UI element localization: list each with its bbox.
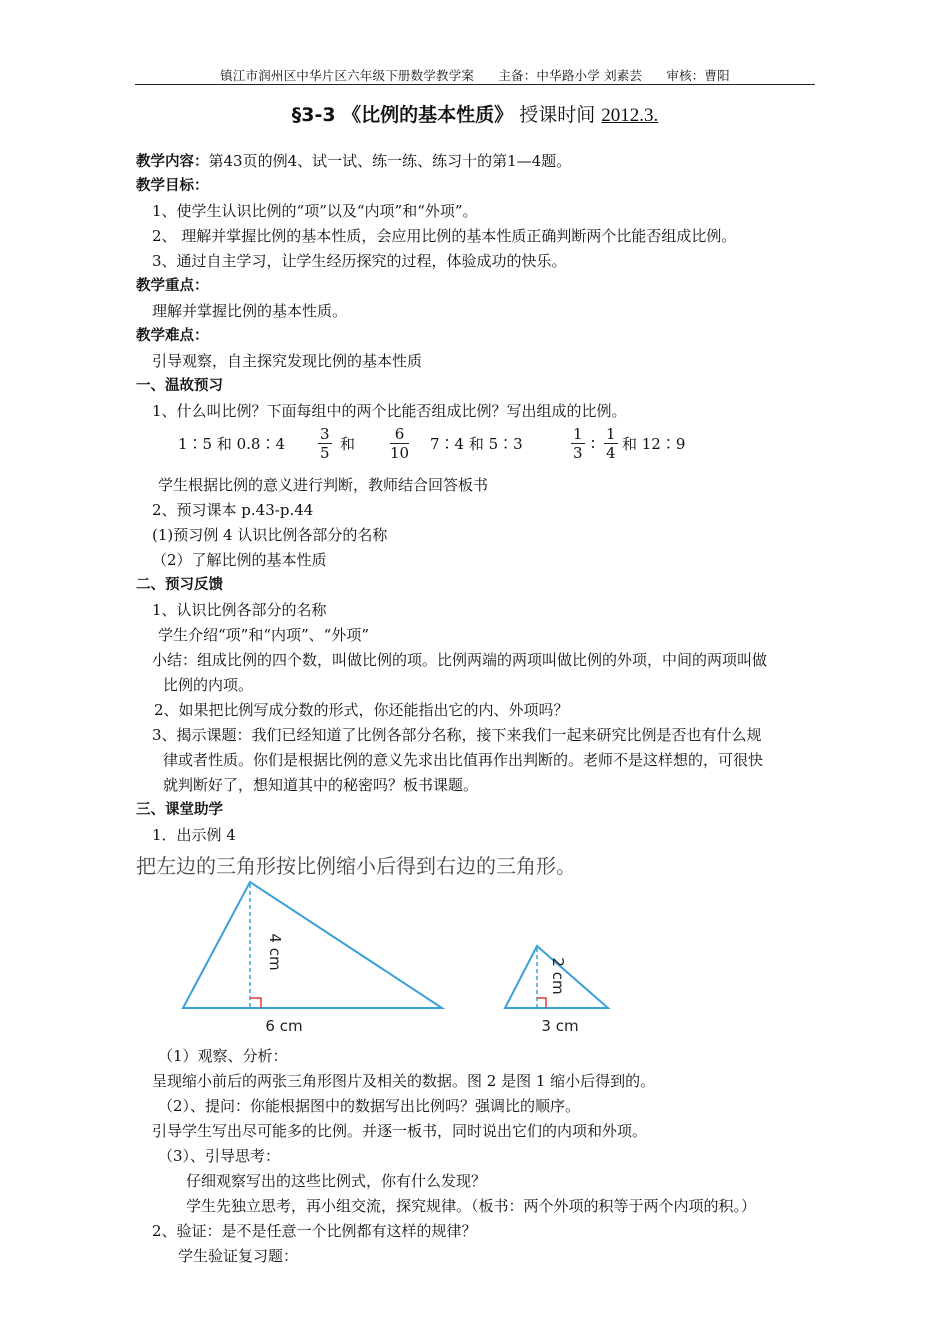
sec1-q2: 2、预习课本 p.43-p.44 bbox=[152, 501, 314, 519]
section-3-title: 三、课堂助学 bbox=[136, 802, 223, 818]
fraction-numerator: 1 bbox=[573, 425, 583, 443]
sec2-summary-line1: 小结：组成比例的四个数，叫做比例的项。比例两端的两项叫做比例的外项，中间的两项叫做 bbox=[152, 651, 768, 669]
goal-2: 2、 理解并掌握比例的基本性质，会应用比例的基本性质正确判断两个比能否组成比例。 bbox=[152, 227, 737, 245]
difficulty-label: 教学难点： bbox=[136, 328, 209, 344]
content-label: 教学内容： bbox=[136, 154, 209, 170]
sec2-intro: 学生介绍“项”和“内项”、“外项” bbox=[158, 626, 370, 644]
goals-label: 教学目标： bbox=[136, 178, 209, 194]
sec2-q2: 2、如果把比例写成分数的形式，你还能指出它的内、外项吗？ bbox=[154, 701, 569, 719]
fraction-numerator: 6 bbox=[390, 425, 409, 444]
section-2-title: 二、预习反馈 bbox=[136, 577, 223, 593]
sec1-q2a: (1)预习例 4 认识比例各部分的名称 bbox=[152, 526, 388, 544]
sec2-q3-line1: 3、揭示课题：我们已经知道了比例各部分名称，接下来我们一起来研究比例是否也有什么规 bbox=[152, 726, 762, 744]
sec3-p1-text: 呈现缩小前后的两张三角形图片及相关的数据。图 2 是图 1 缩小后得到的。 bbox=[152, 1072, 656, 1090]
sec1-note: 学生根据比例的意义进行判断，教师结合回答板书 bbox=[158, 476, 489, 494]
goal-1: 1、使学生认识比例的“项”以及“内项”和“外项”。 bbox=[152, 202, 478, 220]
sec3-item1: 1．出示例 4 bbox=[152, 826, 236, 844]
fraction-numerator: 3 bbox=[320, 425, 330, 443]
sec2-summary-line2: 比例的内项。 bbox=[163, 676, 254, 694]
difficulty-text: 引导观察，自主探究发现比例的基本性质 bbox=[152, 352, 423, 370]
title-main: §3-3 《比例的基本性质》 bbox=[291, 104, 514, 126]
header-reviewer: 审核：曹阳 bbox=[666, 68, 730, 83]
header-org: 镇江市润州区中华片区六年级下册数学教学案 bbox=[220, 68, 475, 83]
exercise-b-and: 和 bbox=[340, 435, 356, 453]
content-text: 第43页的例4、试一试、练一练、练习十的第1—4题。 bbox=[208, 152, 572, 170]
large-triangle bbox=[183, 882, 442, 1035]
sec2-q1: 1、认识比例各部分的名称 bbox=[152, 601, 327, 619]
fraction-denominator: 4 bbox=[606, 444, 616, 462]
title-time-label: 授课时间 bbox=[519, 104, 596, 126]
exercise-c: 7∶4 和 5∶3 bbox=[430, 435, 523, 453]
sec3-p3: （3）、引导思考： bbox=[158, 1147, 281, 1165]
focus-text: 理解并掌握比例的基本性质。 bbox=[152, 302, 348, 320]
exercise-d-tail: 和 12∶9 bbox=[622, 435, 686, 453]
sec3-item2-text: 学生验证复习题： bbox=[178, 1247, 299, 1265]
figure-caption: 把左边的三角形按比例缩小后得到右边的三角形。 bbox=[136, 854, 576, 878]
small-base-label: 3 cm bbox=[541, 1017, 579, 1035]
fraction-numerator: 1 bbox=[606, 425, 616, 443]
section-1-title: 一、温故预习 bbox=[136, 378, 223, 394]
fraction-denominator: 10 bbox=[390, 444, 410, 462]
focus-label: 教学重点： bbox=[136, 278, 209, 294]
ratio-colon: ∶ bbox=[591, 435, 595, 453]
sec3-p3-text1: 仔细观察写出的这些比例式，你有什么发现？ bbox=[186, 1172, 487, 1190]
fraction-denominator: 5 bbox=[320, 444, 330, 462]
goal-3: 3、通过自主学习，让学生经历探究的过程，体验成功的快乐。 bbox=[152, 252, 567, 270]
sec3-p1: （1）观察、分析： bbox=[158, 1047, 288, 1065]
large-base-label: 6 cm bbox=[265, 1017, 303, 1035]
small-triangle bbox=[505, 946, 608, 1035]
large-height-label: 4 cm bbox=[266, 933, 284, 971]
sec2-q3-line2: 律或者性质。你们是根据比例的意义先求出比值再作出判断的。老师不是这样想的，可很快 bbox=[163, 751, 764, 769]
small-height-label: 2 cm bbox=[549, 957, 567, 995]
header-author: 主备：中华路小学 刘素芸 bbox=[498, 68, 643, 83]
sec3-p2-text: 引导学生写出尽可能多的比例。并逐一板书，同时说出它们的内项和外项。 bbox=[152, 1122, 648, 1140]
sec3-p2: （2）、提问：你能根据图中的数据写出比例吗？强调比的顺序。 bbox=[158, 1097, 581, 1115]
sec3-p3-text2: 学生先独立思考，再小组交流，探究规律。（板书：两个外项的积等于两个内项的积。） bbox=[186, 1197, 757, 1215]
sec2-q3-line3: 就判断好了，想知道其中的秘密吗？板书课题。 bbox=[163, 776, 479, 794]
fraction-denominator: 3 bbox=[573, 444, 583, 462]
exercise-a: 1∶5 和 0.8∶4 bbox=[178, 435, 286, 453]
sec3-item2: 2、验证：是不是任意一个比例都有这样的规律？ bbox=[152, 1222, 477, 1240]
sec1-q2b: （2）了解比例的基本性质 bbox=[152, 551, 327, 569]
sec1-q1: 1、什么叫比例？下面每组中的两个比能否组成比例？写出组成的比例。 bbox=[152, 402, 627, 420]
title-date: 2012.3. bbox=[601, 105, 659, 126]
